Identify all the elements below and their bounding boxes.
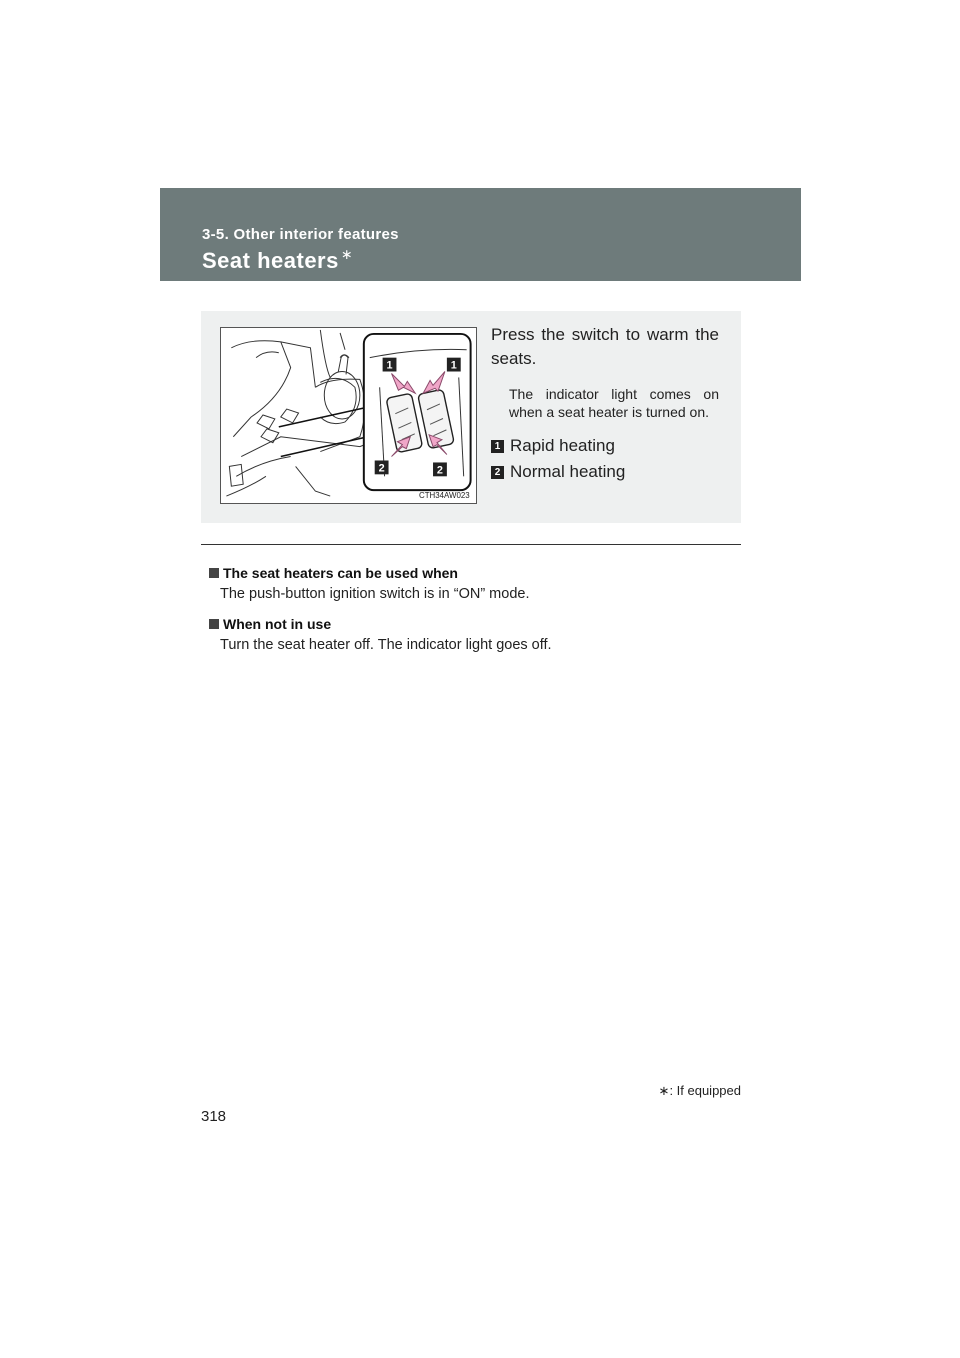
info-panel [201,311,741,523]
console-drawing [221,328,476,503]
header-band [160,188,801,281]
footnote-text: : If equipped [669,1083,741,1098]
legend-item-rapid [491,433,719,459]
callout-1-left: 1 [386,359,393,372]
note-heading [209,563,749,584]
section-divider [201,544,741,545]
legend [491,433,719,485]
instructions [491,323,719,485]
section-label: 3-5. Other interior features [202,226,399,243]
legend-label: Rapid heating [510,436,615,455]
legend-item-normal [491,459,719,485]
footnote-mark: ∗ [658,1083,670,1098]
note-heading [209,614,749,635]
page-title-text: Seat heaters [202,248,339,273]
page-title [202,248,353,274]
number-badge-icon: 2 [491,466,504,479]
main-instruction: Press the switch to warm the seats. [491,325,719,368]
note-body: The push-button ignition switch is in “ON” mode. [220,586,530,602]
square-bullet-icon [209,568,219,578]
callout-1-right: 1 [450,359,457,372]
square-bullet-icon [209,619,219,629]
optional-equipment-mark: ∗ [340,246,354,262]
notes [209,563,749,665]
page-number: 318 [201,1108,227,1125]
note-heading-text: When not in use [223,616,332,632]
callout-2-right: 2 [436,464,443,477]
legend-label: Normal heating [510,462,626,481]
note-heading-text: The seat heaters can be used when [223,565,458,581]
note-body: Turn the seat heater off. The indicator light goes off. [220,637,552,653]
seat-heater-switch-illustration [220,327,477,504]
callout-2-left: 2 [378,462,385,475]
footnote [659,1083,741,1099]
figure-code: CTH34AW023 [419,491,470,501]
number-badge-icon: 1 [491,440,504,453]
sub-instruction: The indicator light comes on when a seat heater is turned on. [509,386,719,420]
